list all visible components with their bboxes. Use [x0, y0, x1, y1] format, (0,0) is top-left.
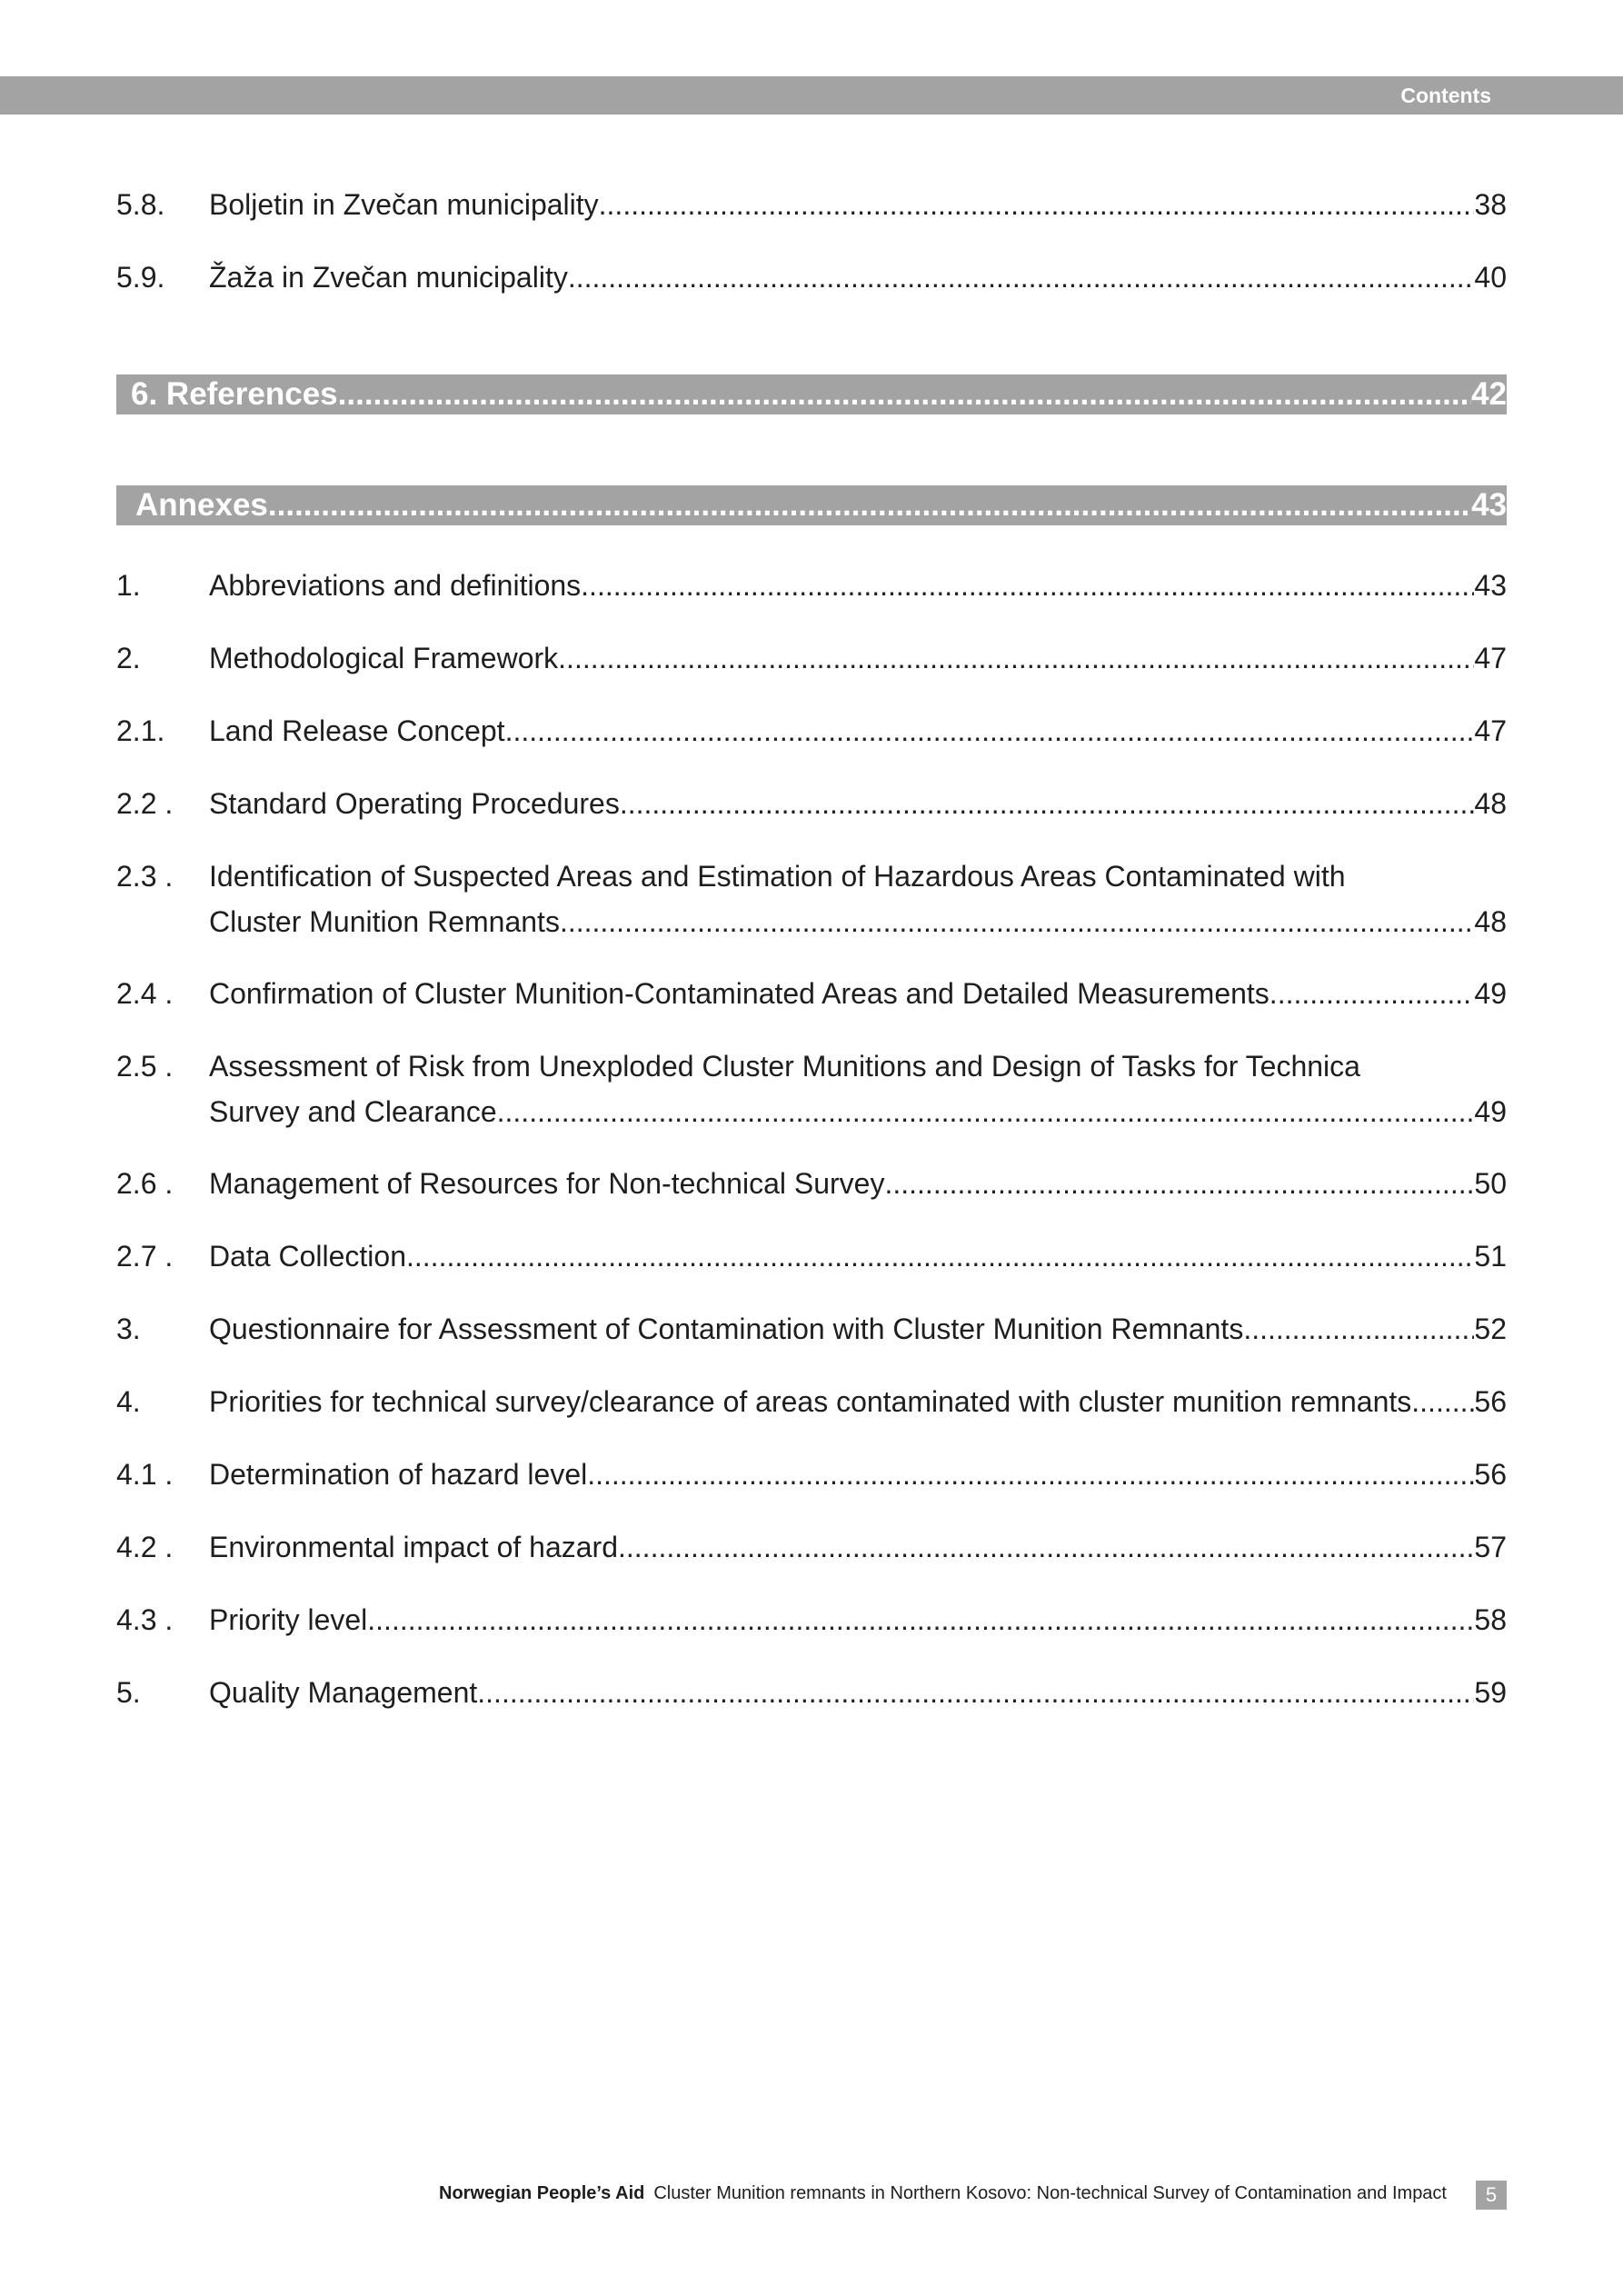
toc-entry-title: Cluster Munition Remnants — [209, 905, 560, 938]
toc-leader-dots — [884, 1161, 1474, 1206]
toc-entry-page: 40 — [1474, 261, 1507, 294]
toc-entry-number: 5. — [116, 1676, 141, 1709]
toc-entry-page: 51 — [1474, 1240, 1507, 1273]
toc-entry-title: Survey and Clearance — [209, 1095, 497, 1128]
toc-leader-dots — [406, 1233, 1474, 1279]
toc-leader-dots — [477, 1670, 1474, 1715]
toc-entry-title: Confirmation of Cluster Munition-Contaminated Areas and Detailed Measurements — [209, 977, 1270, 1010]
toc-entry-title: Management of Resources for Non-technical Survey — [209, 1167, 885, 1200]
section-references[interactable] — [116, 374, 1507, 414]
toc-entry-page: 57 — [1474, 1531, 1507, 1563]
toc-entry-title: Abbreviations and definitions — [209, 569, 582, 602]
section-title: Annexes — [135, 487, 268, 523]
toc-entry-title: Data Collection — [209, 1240, 406, 1273]
toc-leader-dots — [599, 182, 1475, 227]
toc-entry-number: 1. — [116, 569, 141, 602]
toc-leader-dots — [587, 1452, 1474, 1497]
toc-leader-dots — [558, 635, 1474, 681]
header-bar — [0, 76, 1623, 115]
toc-entry-title: Quality Management — [209, 1676, 478, 1709]
toc-entry-title: Priorities for technical survey/clearance of areas contaminated with cluster munition remnants — [209, 1385, 1412, 1418]
toc-entry-page: 52 — [1474, 1313, 1507, 1345]
toc-leader-dots — [1411, 1379, 1474, 1424]
toc-entry-title-line1: Identification of Suspected Areas and Estimation of Hazardous Areas Contaminated with — [209, 860, 1346, 893]
toc-entry-title: Land Release Concept — [209, 714, 505, 747]
toc-entry-page: 38 — [1474, 188, 1507, 221]
toc-leader-dots — [620, 781, 1475, 826]
toc-entry-number: 2.7 . — [116, 1240, 174, 1273]
toc-entry-number: 4.3 . — [116, 1603, 174, 1636]
toc-leader-dots — [1243, 1306, 1474, 1352]
toc-leader-dots — [268, 485, 1471, 525]
toc-entry-number: 2.5 . — [116, 1050, 174, 1083]
toc-entry-page: 43 — [1474, 569, 1507, 602]
toc-leader-dots — [497, 1089, 1475, 1134]
page-footer — [0, 2177, 1623, 2210]
toc-leader-dots — [505, 708, 1475, 754]
toc-entry-number: 4.1 . — [116, 1458, 174, 1491]
toc-entry-title: Methodological Framework — [209, 642, 559, 674]
toc-entry-page: 47 — [1474, 642, 1507, 674]
toc-entry-number: 2.6 . — [116, 1167, 174, 1200]
toc-entry-title: Boljetin in Zvečan municipality — [209, 188, 599, 221]
toc-leader-dots — [367, 1597, 1474, 1642]
toc-leader-dots — [568, 255, 1475, 300]
page-number: 5 — [1476, 2181, 1507, 2210]
toc-entry-page: 49 — [1474, 977, 1507, 1010]
header-label: Contents — [1400, 84, 1491, 107]
footer-organization: Norwegian People’s Aid — [439, 2183, 645, 2203]
toc-entry-page: 47 — [1474, 714, 1507, 747]
toc-entry-number: 2.1. — [116, 714, 165, 747]
section-annexes[interactable] — [116, 485, 1507, 525]
toc-entry-page: 58 — [1474, 1603, 1507, 1636]
toc-entry-page: 59 — [1474, 1676, 1507, 1709]
toc-entry-number: 2.2 . — [116, 787, 174, 820]
toc-entry-number: 4.2 . — [116, 1531, 174, 1563]
toc-leader-dots — [618, 1524, 1474, 1570]
toc-leader-dots — [581, 563, 1474, 608]
toc-entry-title: Žaža in Zvečan municipality — [209, 261, 568, 294]
toc-leader-dots — [560, 899, 1474, 944]
toc-entry-number: 4. — [116, 1385, 141, 1418]
toc-entry-number: 3. — [116, 1313, 141, 1345]
toc-entry-page: 56 — [1474, 1458, 1507, 1491]
toc-entry-number: 2. — [116, 642, 141, 674]
toc-entry-page: 49 — [1474, 1095, 1507, 1128]
toc-entry-page: 50 — [1474, 1167, 1507, 1200]
toc-entry-page: 48 — [1474, 787, 1507, 820]
toc-entry-number: 5.8. — [116, 188, 165, 221]
toc-entry-page: 48 — [1474, 905, 1507, 938]
toc-entry-title-line1: Assessment of Risk from Unexploded Cluster Munitions and Design of Tasks for Technica — [209, 1050, 1360, 1083]
section-title: 6. References — [131, 376, 338, 412]
section-page: 43 — [1471, 487, 1507, 523]
section-page: 42 — [1471, 376, 1507, 412]
toc-entry-number: 2.4 . — [116, 977, 174, 1010]
toc-entry-number: 2.3 . — [116, 860, 174, 893]
toc-entry-title: Priority level — [209, 1603, 368, 1636]
toc-entry-title: Standard Operating Procedures — [209, 787, 620, 820]
footer-document-title: Cluster Munition remnants in Northern Kosovo: Non-technical Survey of Contamination and Impact — [653, 2183, 1447, 2203]
toc-entry-number: 5.9. — [116, 261, 165, 294]
toc-leader-dots — [338, 374, 1471, 414]
toc-entry-title: Questionnaire for Assessment of Contamination with Cluster Munition Remnants — [209, 1313, 1244, 1345]
toc-entry-title: Environmental impact of hazard — [209, 1531, 618, 1563]
toc-entry-page: 56 — [1474, 1385, 1507, 1418]
toc-leader-dots — [1270, 971, 1475, 1016]
toc-entry-title: Determination of hazard level — [209, 1458, 588, 1491]
